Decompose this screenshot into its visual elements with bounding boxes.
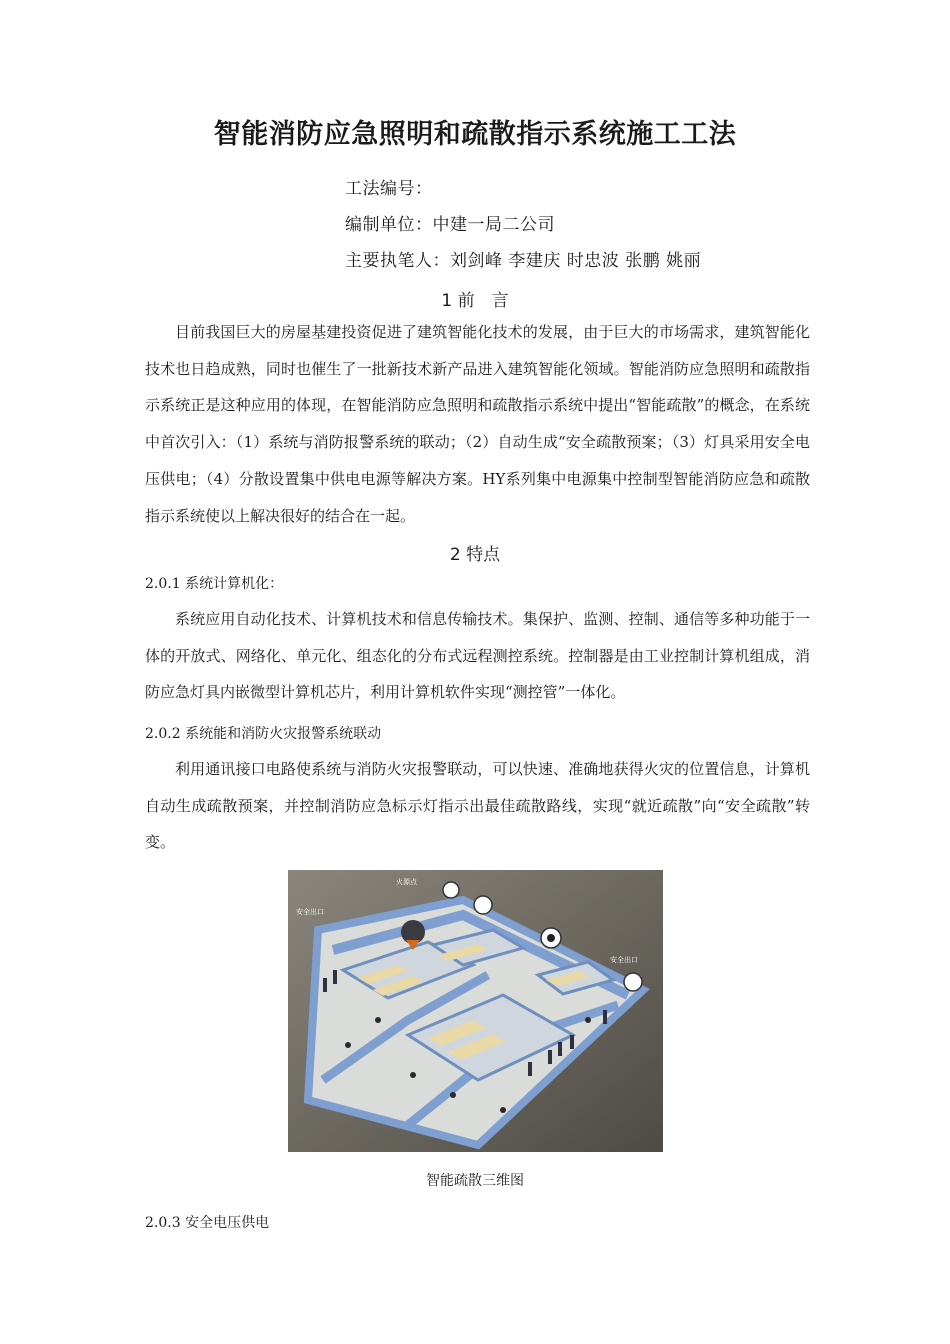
person-icon — [528, 1062, 532, 1076]
exit-sign-icon — [624, 973, 642, 991]
evacuation-3d-illustration — [288, 870, 663, 1152]
person-icon — [323, 978, 327, 992]
person-icon — [558, 1042, 562, 1056]
item-2-0-1-text: 系统应用自动化技术、计算机技术和信息传输技术。集保护、监测、控制、通信等多种功能于一体的开放式、网络化、单元化、组态化的分布式远程测控系统。控制器是由工业控制计算机组成，消防应急灯具内嵌微型计算机芯片，利用计算机软件实现“测控管”一体化。 — [145, 610, 810, 702]
floor-light-icon — [500, 1107, 506, 1113]
floor-light-icon — [585, 1017, 591, 1023]
item-2-0-2-text: 利用通讯接口电路使系统与消防火灾报警联动，可以快速、准确地获得火灾的位置信息，计算机自动生成疏散预案，并控制消防应急标示灯指示出最佳疏散路线，实现“就近疏散”向“安全疏散”转变。 — [145, 760, 810, 852]
person-icon — [603, 1010, 607, 1024]
camera-lens-icon — [547, 934, 555, 942]
section-1-paragraph — [145, 314, 810, 534]
document-title: 智能消防应急照明和疏散指示系统施工工法 — [213, 119, 737, 150]
compiling-unit: 编制单位：中建一局二公司 — [345, 215, 555, 235]
section-2-heading: 2 特点 — [449, 545, 501, 565]
item-2-0-1-paragraph — [145, 601, 810, 711]
section-1-heading: 1 前 言 — [441, 291, 509, 311]
floor-light-icon — [450, 1092, 456, 1098]
person-icon — [333, 970, 337, 984]
method-code: 工法编号： — [345, 179, 433, 199]
figure-caption: 智能疏散三维图 — [426, 1173, 524, 1189]
callout-bubble — [443, 882, 459, 898]
person-icon — [548, 1050, 552, 1064]
item-2-0-2-paragraph — [145, 751, 810, 861]
main-authors: 主要执笔人：刘剑峰 李建庆 时忠波 张鹏 姚丽 — [345, 251, 702, 271]
item-2-0-1-title: 2.0.1 系统计算机化： — [145, 576, 284, 592]
fire-point-label: 火源点 — [396, 878, 417, 886]
exit-label-right: 安全出口 — [610, 956, 638, 964]
floor-light-icon — [375, 1017, 381, 1023]
callout-bubble — [474, 896, 492, 914]
person-icon — [570, 1035, 574, 1049]
floor-light-icon — [410, 1072, 416, 1078]
exit-label-left: 安全出口 — [296, 908, 324, 916]
item-2-0-2-title: 2.0.2 系统能和消防火灾报警系统联动 — [145, 726, 382, 742]
evacuation-3d-figure — [288, 870, 663, 1152]
floor-light-icon — [345, 1042, 351, 1048]
item-2-0-3-title: 2.0.3 安全电压供电 — [145, 1215, 270, 1231]
section-1-text: 目前我国巨大的房屋基建投资促进了建筑智能化技术的发展，由于巨大的市场需求，建筑智能化技术也日趋成熟，同时也催生了一批新技术新产品进入建筑智能化领域。智能消防应急照明和疏散指示系统正是这种应用的体现，在智能消防应急照明和疏散指示系统中提出“智能疏散”的概念，在系统中首次引入：（1）系统与消防报警系统的联动；（2）自动生成“安全疏散预案；（3）灯具采用安全电压供电；（4）分散设置集中供电电源等解决方案。HY系列集中电源集中控制型智能消防应急和疏散指示系统使以上解决很好的结合在一起。 — [145, 323, 810, 525]
